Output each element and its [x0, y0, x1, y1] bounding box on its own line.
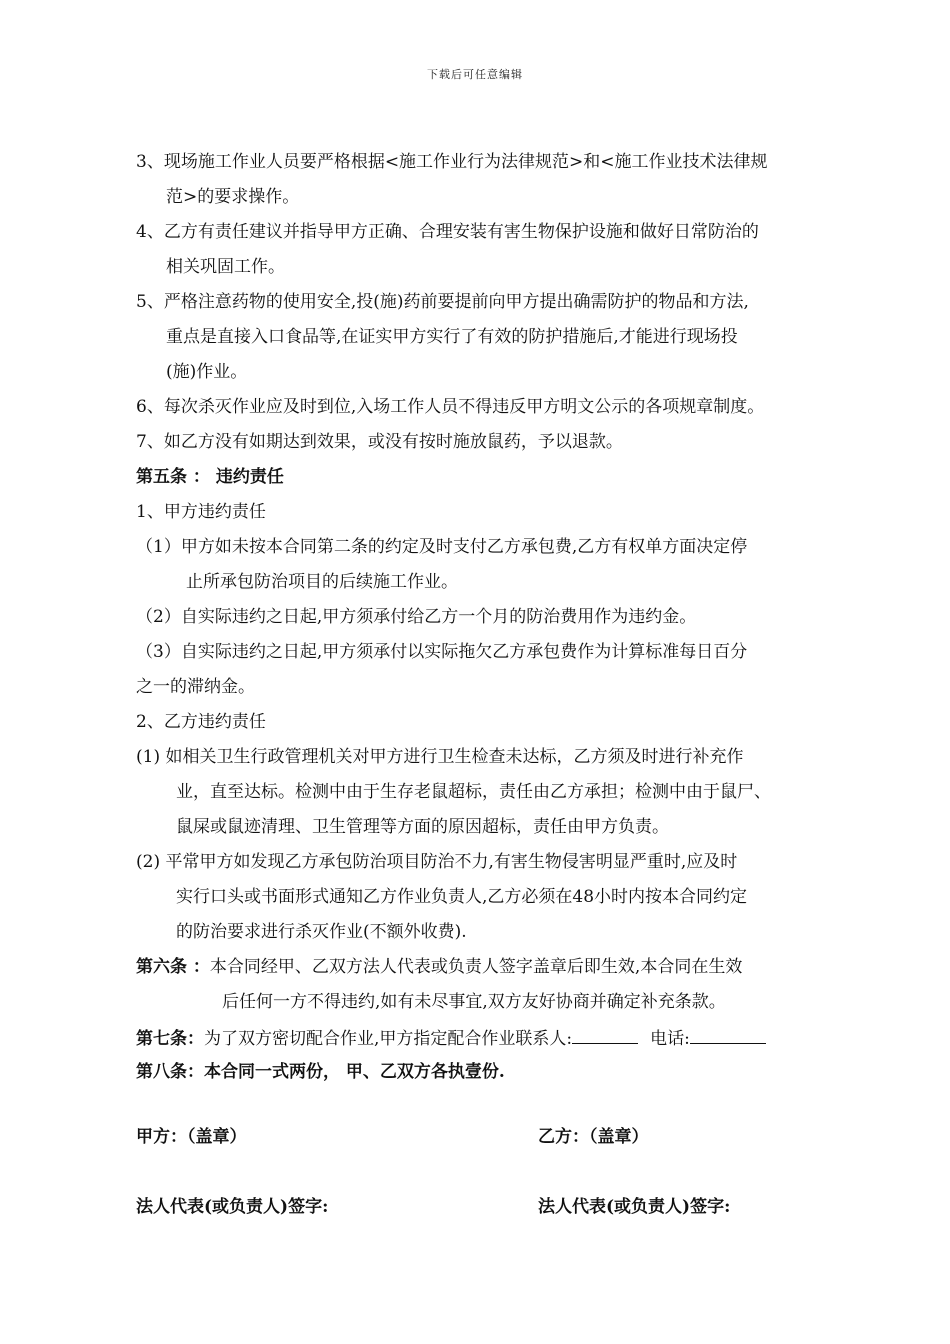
party-b-item-2-line-1: (2) 平常甲方如发现乙方承包防治项目防治不力,有害生物侵害明显严重时,应及时 [136, 852, 738, 872]
article-7-label: 第七条： [136, 1029, 204, 1049]
article-7-text: 为了双方密切配合作业,甲方指定配合作业联系人: [204, 1029, 573, 1049]
party-b-item-2-line-2: 实行口头或书面形式通知乙方作业负责人,乙方必须在48小时内按本合同约定 [176, 887, 748, 907]
party-a-item-2: （2）自实际违约之日起,甲方须承付给乙方一个月的防治费用作为违约金。 [136, 607, 697, 627]
clause-5-line-2: 重点是直接入口食品等,在证实甲方实行了有效的防护措施后,才能进行现场投 [166, 327, 738, 347]
party-a-item-1-line-1: （1）甲方如未按本合同第二条的约定及时支付乙方承包费,乙方有权单方面决定停 [136, 537, 748, 557]
party-a-item-3-line-1: （3）自实际违约之日起,甲方须承付以实际拖欠乙方承包费作为计算标准每日百分 [136, 642, 748, 662]
article-6-line-2: 后任何一方不得违约,如有未尽事宜,双方友好协商并确定补充条款。 [222, 992, 726, 1012]
party-b-item-1-line-1: (1) 如相关卫生行政管理机关对甲方进行卫生检查未达标，乙方须及时进行补充作 [136, 747, 744, 767]
party-b-seal: 乙方：（盖章） [538, 1127, 649, 1147]
party-b-signature: 法人代表(或负责人)签字: [538, 1197, 731, 1217]
clause-6-line: 6、每次杀灭作业应及时到位,入场工作人员不得违反甲方明文公示的各项规章制度。 [136, 397, 765, 417]
party-b-item-1-line-2: 业，直至达标。检测中由于生存老鼠超标，责任由乙方承担；检测中由于鼠尸、 [176, 782, 771, 802]
phone-blank[interactable] [690, 1027, 766, 1044]
article-8-line: 第八条：本合同一式两份， 甲、乙双方各执壹份. [136, 1062, 505, 1082]
party-a-item-1-line-2: 止所承包防治项目的后续施工作业。 [186, 572, 458, 592]
article-6-line-1 [136, 957, 742, 977]
clause-5-line-1: 5、严格注意药物的使用安全,投(施)药前要提前向甲方提出确需防护的物品和方法, [136, 292, 749, 312]
article-6-text: 本合同经甲、乙双方法人代表或负责人签字盖章后即生效,本合同在生效 [209, 957, 743, 977]
party-a-signature: 法人代表(或负责人)签字: [136, 1197, 329, 1217]
party-b-item-2-line-3: 的防治要求进行杀灭作业(不额外收费). [176, 922, 467, 942]
clause-7-line: 7、如乙方没有如期达到效果，或没有按时施放鼠药，予以退款。 [136, 432, 623, 452]
party-a-breach-heading: 1、甲方违约责任 [136, 502, 266, 522]
clause-4-line-1: 4、乙方有责任建议并指导甲方正确、合理安装有害生物保护设施和做好日常防治的 [136, 222, 759, 242]
party-b-breach-heading: 2、乙方违约责任 [136, 712, 266, 732]
article-6-label: 第六条 ： [136, 957, 210, 977]
phone-label: 电话: [650, 1029, 690, 1049]
party-a-item-3-line-2: 之一的滞纳金。 [136, 677, 255, 697]
clause-4-line-2: 相关巩固工作。 [166, 257, 285, 277]
clause-5-line-3: (施)作业。 [166, 362, 248, 382]
article-7-line [136, 1027, 766, 1049]
clause-3-line-2: 范>的要求操作。 [166, 187, 300, 207]
party-b-item-1-line-3: 鼠屎或鼠迹清理、卫生管理等方面的原因超标，责任由甲方负责。 [176, 817, 669, 837]
page-header: 下载后可任意编辑 [427, 68, 523, 81]
party-a-seal: 甲方：（盖章） [136, 1127, 247, 1147]
clause-3-line-1: 3、现场施工作业人员要严格根据<施工作业行为法律规范>和<施工作业技术法律规 [136, 152, 768, 172]
article-5-heading: 第五条 ： 违约责任 [136, 467, 284, 487]
contact-person-blank[interactable] [572, 1027, 638, 1044]
